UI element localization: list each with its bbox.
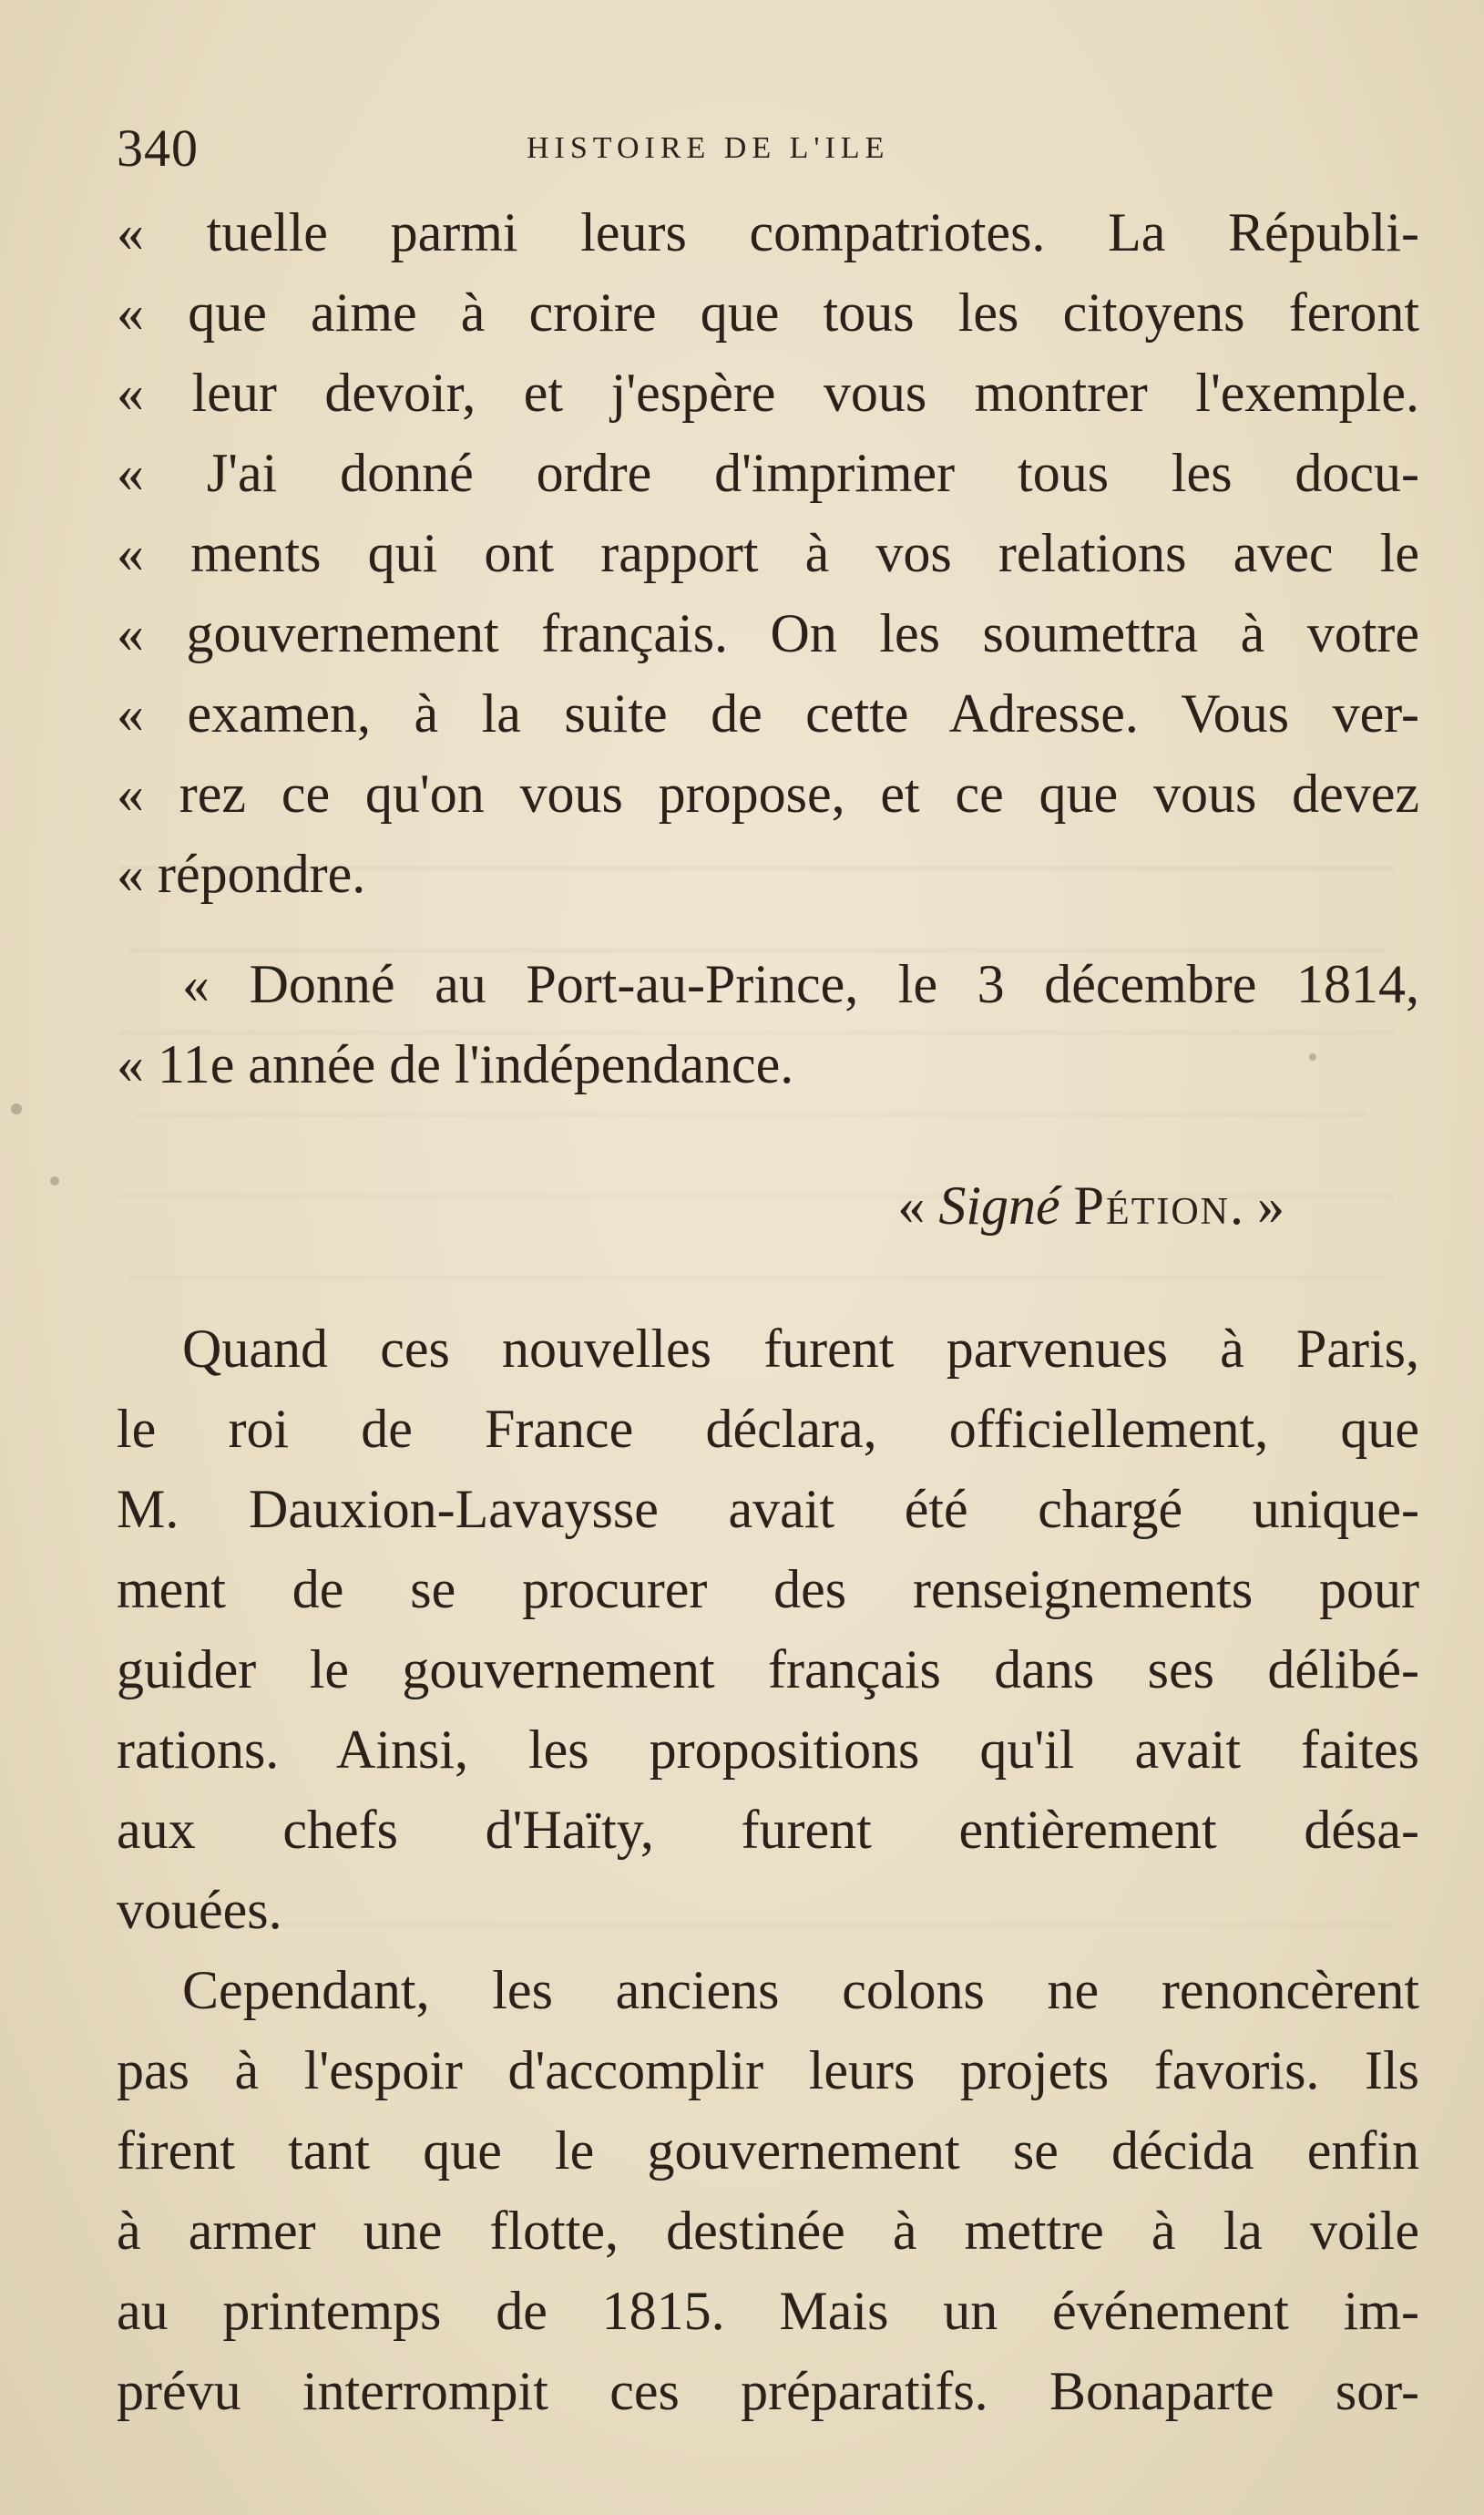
text-line: Cependant, les anciens colons ne renoncèrent bbox=[182, 1960, 1419, 2020]
signature-signed: Signé bbox=[938, 1175, 1060, 1236]
text-line: guider le gouvernement français dans ses délibé- bbox=[117, 1639, 1419, 1699]
text-line: « 11e année de l'indépendance. bbox=[117, 1034, 794, 1094]
text-line: aux chefs d'Haïty, furent entièrement désa- bbox=[117, 1800, 1419, 1860]
text-line: « répondre. bbox=[117, 844, 366, 904]
text-line: firent tant que le gouvernement se décida enfin bbox=[117, 2120, 1419, 2181]
text-line: « leur devoir, et j'espère vous montrer l'exemple. bbox=[117, 363, 1419, 423]
text-line: ment de se procurer des renseignements pour bbox=[117, 1559, 1419, 1619]
text-line: pas à l'espoir d'accomplir leurs projets favoris. Ils bbox=[117, 2040, 1419, 2100]
page-header bbox=[117, 117, 1419, 180]
text-line: prévu interrompit ces préparatifs. Bonaparte sor- bbox=[117, 2361, 1419, 2421]
text-line: à armer une flotte, destinée à mettre à la voile bbox=[117, 2201, 1419, 2261]
text-line: « rez ce qu'on vous propose, et ce que vous devez bbox=[117, 764, 1419, 824]
text-line: vouées. bbox=[117, 1880, 282, 1940]
text-line: Quand ces nouvelles furent parvenues à Paris, bbox=[182, 1319, 1419, 1379]
text-line: « ments qui ont rapport à vos relations avec le bbox=[117, 523, 1419, 583]
signature-close: . » bbox=[1230, 1175, 1284, 1236]
page-number: 340 bbox=[117, 118, 199, 178]
signature bbox=[811, 1169, 1284, 1242]
text-line: M. Dauxion-Lavaysse avait été chargé unique- bbox=[117, 1479, 1419, 1539]
text-line: « examen, à la suite de cette Adresse. Vous ver- bbox=[117, 683, 1419, 744]
text-line: « que aime à croire que tous les citoyens feront bbox=[117, 282, 1419, 343]
text-line: « J'ai donné ordre d'imprimer tous les docu- bbox=[117, 443, 1419, 503]
text-line: « tuelle parmi leurs compatriotes. La Républi- bbox=[117, 202, 1419, 262]
text-line: « gouvernement français. On les soumettra à votre bbox=[117, 603, 1419, 663]
text-line: au printemps de 1815. Mais un événement im- bbox=[117, 2281, 1419, 2341]
text-line: rations. Ainsi, les propositions qu'il avait faites bbox=[117, 1719, 1419, 1780]
running-head: HISTOIRE DE L'ILE bbox=[527, 131, 890, 165]
signature-open-quote: « bbox=[897, 1175, 926, 1236]
signature-name: Pétion bbox=[1073, 1175, 1230, 1236]
text-line: le roi de France déclara, officiellement, que bbox=[117, 1399, 1419, 1459]
text-line: « Donné au Port-au-Prince, le 3 décembre 1814, bbox=[182, 954, 1419, 1014]
